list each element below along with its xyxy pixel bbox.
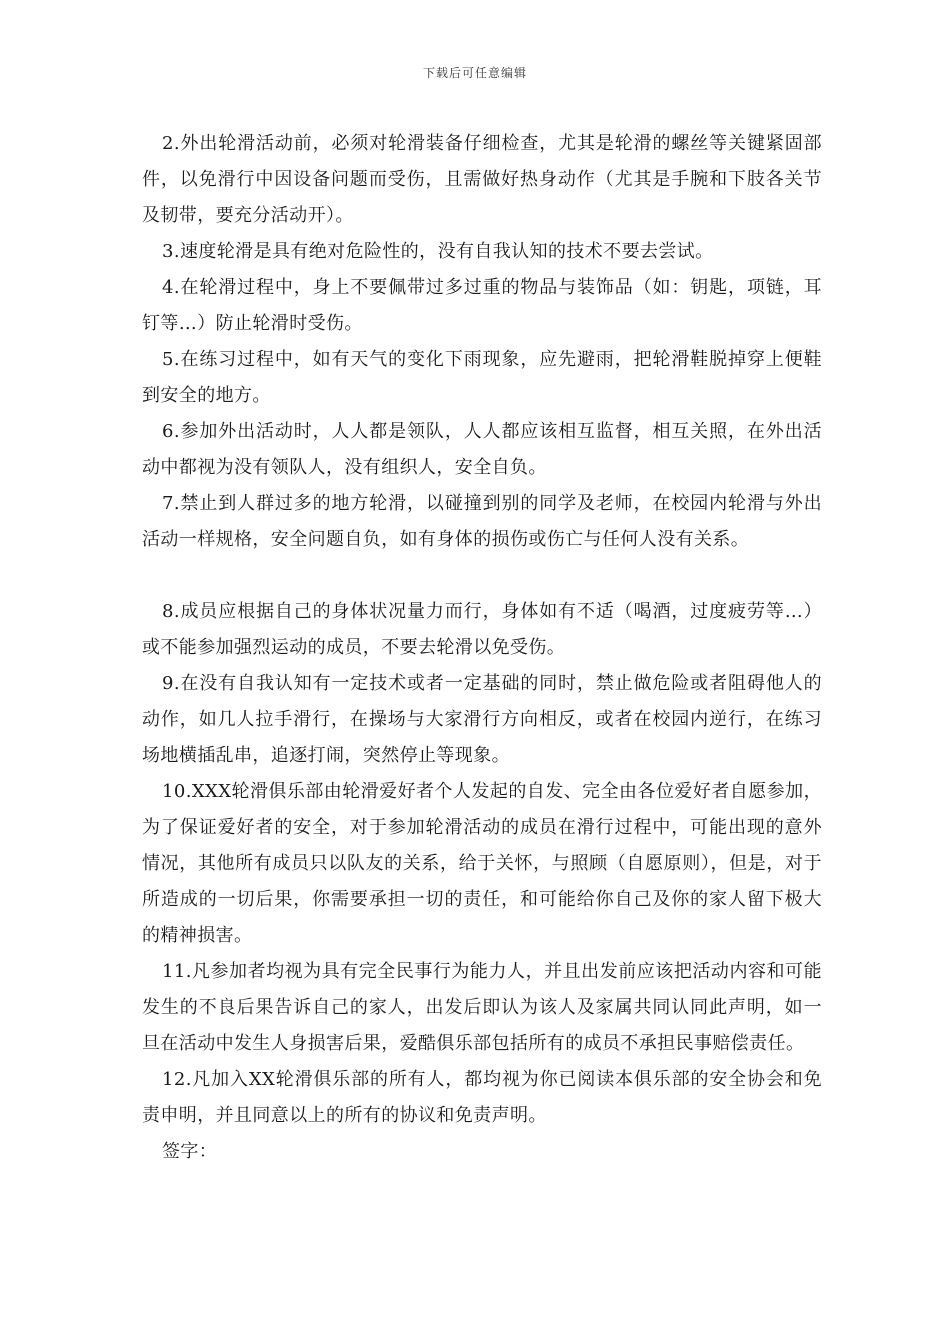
rule-paragraph-2: 2.外出轮滑活动前，必须对轮滑装备仔细检查，尤其是轮滑的螺丝等关键紧固部件，以免滑行中因设备问题而受伤，且需做好热身动作（尤其是手腕和下肢各关节及韧带，要充分活动开）。 <box>142 133 822 226</box>
signature-label: 签字： <box>162 1141 218 1162</box>
rule-paragraph-8: 8.成员应根据自己的身体状况量力而行，身体如有不适（喝酒，过度疲劳等…）或不能参加强烈运动的成员，不要去轮滑以免受伤。 <box>142 601 822 658</box>
rule-paragraph-3: 3.速度轮滑是具有绝对危险性的，没有自我认知的技术不要去尝试。 <box>162 241 714 262</box>
rule-paragraph-4: 4.在轮滑过程中，身上不要佩带过多过重的物品与装饰品（如：钥匙，项链，耳钉等…）防止轮滑时受伤。 <box>142 277 822 334</box>
document-body <box>142 126 822 1170</box>
rule-paragraph-7: 7.禁止到人群过多的地方轮滑，以碰撞到别的同学及老师，在校园内轮滑与外出活动一样规格，安全问题自负，如有身体的损伤或伤亡与任何人没有关系。 <box>142 493 822 550</box>
rule-paragraph-9: 9.在没有自我认知有一定技术或者一定基础的同时，禁止做危险或者阻碍他人的动作，如几人拉手滑行，在操场与大家滑行方向相反，或者在校园内逆行，在练习场地横插乱串，追逐打闹，突然停止等现象。 <box>142 673 822 766</box>
rule-paragraph-10: 10.XXX轮滑俱乐部由轮滑爱好者个人发起的自发、完全由各位爱好者自愿参加，为了保证爱好者的安全，对于参加轮滑活动的成员在滑行过程中，可能出现的意外情况，其他所有成员只以队友的关系，给于关怀，与照顾（自愿原则），但是，对于所造成的一切后果，你需要承担一切的责任，和可能给你自己及你的家人留下极大的精神损害。 <box>142 781 822 946</box>
rule-paragraph-12: 12.凡加入XX轮滑俱乐部的所有人，都均视为你已阅读本俱乐部的安全协会和免责申明，并且同意以上的所有的协议和免责声明。 <box>142 1069 822 1126</box>
page-header: 下载后可任意编辑 <box>422 66 527 80</box>
rule-paragraph-11: 11.凡参加者均视为具有完全民事行为能力人，并且出发前应该把活动内容和可能发生的不良后果告诉自己的家人，出发后即认为该人及家属共同认同此声明，如一旦在活动中发生人身损害后果，爱酷俱乐部包括所有的成员不承担民事赔偿责任。 <box>142 961 822 1054</box>
rule-paragraph-6: 6.参加外出活动时，人人都是领队，人人都应该相互监督，相互关照，在外出活动中都视为没有领队人，没有组织人，安全自负。 <box>142 421 822 478</box>
rule-paragraph-5: 5.在练习过程中，如有天气的变化下雨现象，应先避雨，把轮滑鞋脱掉穿上便鞋到安全的地方。 <box>142 349 822 406</box>
